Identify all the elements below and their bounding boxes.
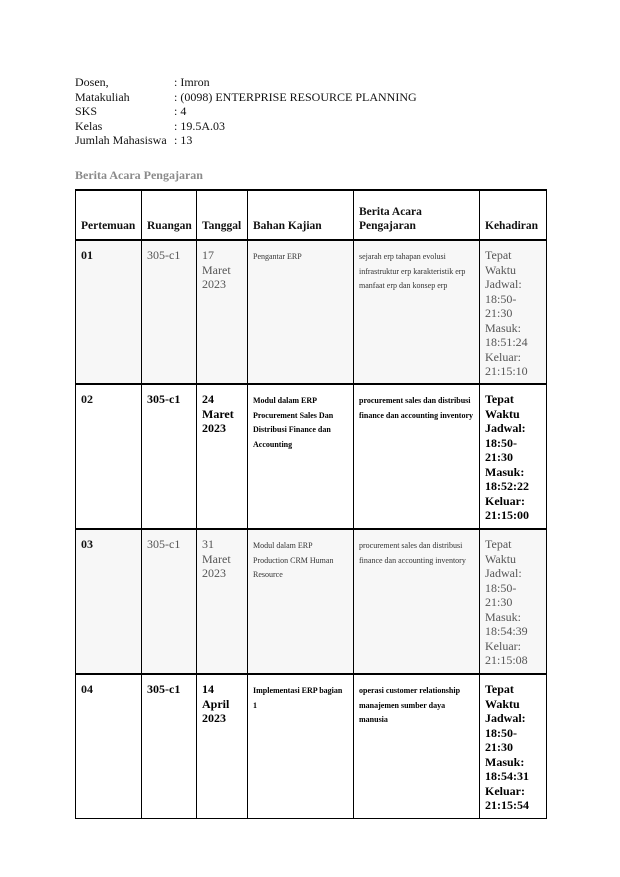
table-row	[76, 240, 547, 384]
info-row-dosen	[75, 75, 417, 90]
cell-pertemuan: 03	[76, 529, 142, 674]
header-tanggal: Tanggal	[197, 190, 248, 240]
cell-bahan-kajian: Implementasi ERP bagian 1	[248, 674, 354, 819]
info-label: SKS	[75, 104, 98, 118]
header-pertemuan: Pertemuan	[76, 190, 142, 240]
header-berita-acara: Berita Acara Pengajaran	[354, 190, 480, 240]
cell-ruangan: 305-c1	[142, 529, 197, 674]
info-row-jumlah-mahasiswa	[75, 133, 417, 148]
cell-pertemuan: 01	[76, 240, 142, 384]
table-header-row	[76, 190, 547, 240]
cell-ruangan: 305-c1	[142, 674, 197, 819]
cell-ruangan: 305-c1	[142, 384, 197, 529]
berita-acara-table	[75, 189, 547, 819]
info-row-kelas	[75, 119, 417, 134]
cell-berita-acara: procurement sales dan distribusi finance dan accounting inventory	[354, 529, 480, 674]
table-row	[76, 529, 547, 674]
cell-kehadiran: Tepat Waktu Jadwal: 18:50-21:30 Masuk: 18:52:22 Keluar: 21:15:00	[480, 384, 547, 529]
info-value: : (0098) ENTERPRISE RESOURCE PLANNING	[174, 89, 417, 104]
info-value: : 13	[174, 133, 193, 147]
course-info	[75, 75, 417, 148]
cell-berita-acara: procurement sales dan distribusi finance dan accounting inventory	[354, 384, 480, 529]
cell-berita-acara: sejarah erp tahapan evolusi infrastruktur erp karakteristik erp manfaat erp dan konsep erp	[354, 240, 480, 384]
info-row-matakuliah	[75, 90, 417, 105]
cell-tanggal: 17 Maret 2023	[197, 240, 248, 384]
info-label: Matakuliah	[75, 89, 130, 104]
header-kehadiran: Kehadiran	[480, 190, 547, 240]
info-value: : 19.5A.03	[174, 118, 225, 133]
info-row-sks	[75, 104, 417, 119]
info-label: Jumlah Mahasiswa	[75, 133, 167, 147]
section-title: Berita Acara Pengajaran	[75, 168, 203, 182]
header-bahan-kajian: Bahan Kajian	[248, 190, 354, 240]
info-label: Kelas	[75, 118, 103, 133]
cell-bahan-kajian: Pengantar ERP	[248, 240, 354, 384]
info-value: : Imron	[174, 75, 210, 89]
table-row	[76, 674, 547, 819]
cell-kehadiran: Tepat Waktu Jadwal: 18:50-21:30 Masuk: 18:51:24 Keluar: 21:15:10	[480, 240, 547, 384]
table-row	[76, 384, 547, 529]
cell-pertemuan: 04	[76, 674, 142, 819]
info-label: Dosen,	[75, 75, 109, 89]
cell-bahan-kajian: Modul dalam ERP Production CRM Human Resource	[248, 529, 354, 674]
cell-kehadiran: Tepat Waktu Jadwal: 18:50-21:30 Masuk: 18:54:39 Keluar: 21:15:08	[480, 529, 547, 674]
cell-tanggal: 24 Maret 2023	[197, 384, 248, 529]
cell-berita-acara: operasi customer relationship manajemen sumber daya manusia	[354, 674, 480, 819]
cell-pertemuan: 02	[76, 384, 142, 529]
cell-tanggal: 31 Maret 2023	[197, 529, 248, 674]
header-ruangan: Ruangan	[142, 190, 197, 240]
cell-tanggal: 14 April 2023	[197, 674, 248, 819]
info-value: : 4	[174, 104, 187, 118]
cell-ruangan: 305-c1	[142, 240, 197, 384]
cell-kehadiran: Tepat Waktu Jadwal: 18:50-21:30 Masuk: 18:54:31 Keluar: 21:15:54	[480, 674, 547, 819]
cell-bahan-kajian: Modul dalam ERP Procurement Sales Dan Distribusi Finance dan Accounting	[248, 384, 354, 529]
